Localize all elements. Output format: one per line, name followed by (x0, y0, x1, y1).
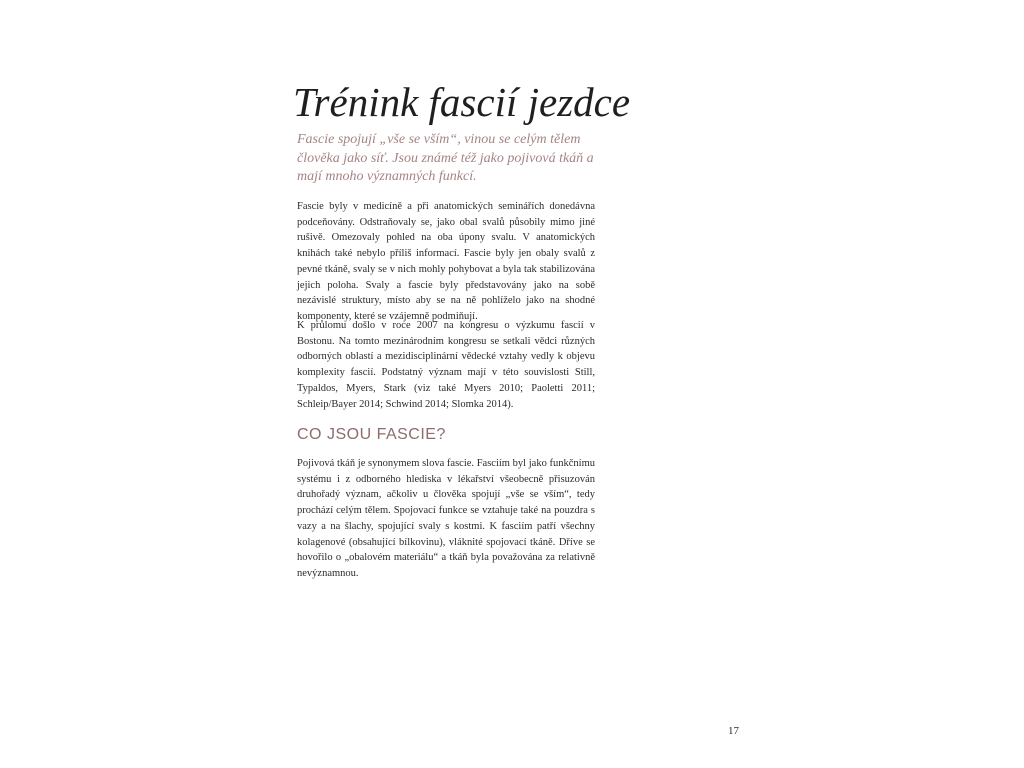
section-heading: CO JSOU FASCIE? (297, 426, 446, 443)
page-number: 17 (728, 725, 739, 737)
lead-paragraph: Fascie spojují „vše se vším“, vinou se celým tělem člověka jako síť. Jsou známé též jako pojivová tkáň a mají mnoho významných funkcí. (297, 132, 594, 184)
body-paragraph-1: Fascie byly v medicíně a při anatomických seminářích donedávna podceňovány. Odstraňovaly se, jako obal svalů působily mimo jiné rušivě. Omezovaly pohled na oba úpony svalu. V anatomických knihách také nebylo příliš informací. Fascie byly jen obaly svalů z pevné tkáně, svaly se v nich mohly pohybovat a byla tak stabilizována jejich poloha. Svaly a fascie byly představovány jako na sobě nezávislé struktury, místo aby se na ně pohlíželo jako na shodné komponenty, které se vzájemně podmiňují. (297, 201, 595, 322)
section-paragraph: Pojivová tkáň je synonymem slova fascie. Fasciím byl jako funkčnímu systému i z odborného hlediska v lékařství všeobecně přisuzován druhořadý význam, ačkoliv u člověka spojují „vše se vším“, tedy prochází celým tělem. Spojovací funkce se vztahuje také na pouzdra s vazy a na šlachy, spojující svaly s kostmi. K fasciím patří všechny kolagenové (obsahující bílkovinu), vláknité spojovací tkáně. Dříve se hovořilo o „obalovém materiálu“ a tkáň byla považována za relativně nevýznamnou. (297, 458, 595, 579)
page-title: Trénink fascií jezdce (293, 79, 631, 125)
body-paragraph-2: K průlomu došlo v roce 2007 na kongresu o výzkumu fascií v Bostonu. Na tomto mezinárodním kongresu se setkali vědci různých odborných oblastí a mezidisciplinární vědecké vztahy vedly k objevu komplexity fascií. Podstatný význam mají v této souvislosti Still, Typaldos, Myers, Stark (viz také Myers 2010; Paoletti 2011; Schleip/Bayer 2014; Schwind 2014; Slomka 2014). (297, 320, 595, 410)
